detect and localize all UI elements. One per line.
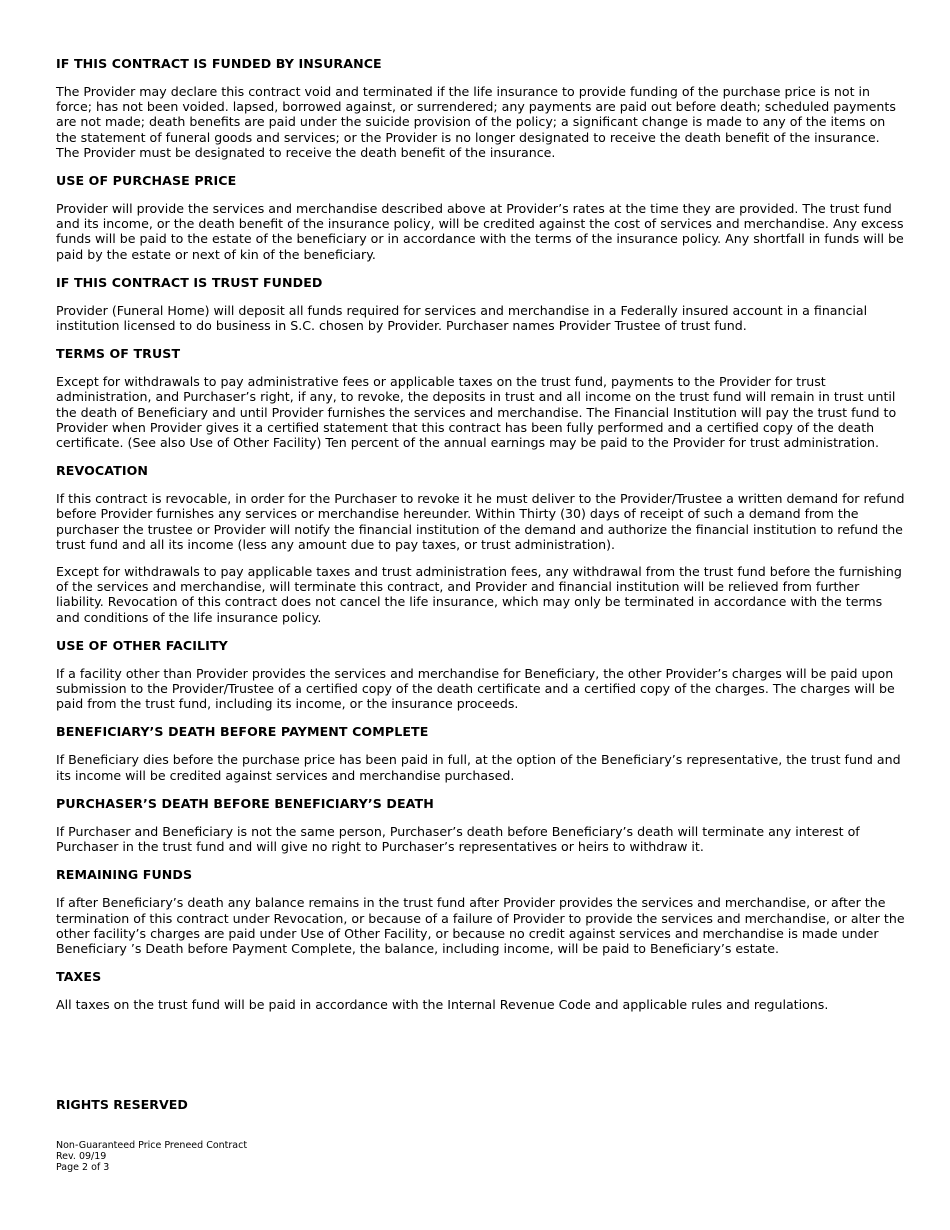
section-paragraph: All taxes on the trust fund will be paid in accordance with the Internal Revenue Code and applicable rules and regulations. — [56, 997, 829, 1013]
page-footer — [56, 1140, 247, 1173]
section-heading: USE OF PURCHASE PRICE — [56, 173, 237, 189]
section-paragraph: Except for withdrawals to pay applicable taxes and trust administration fees, any withdrawal from the trust fund before the furnishing of the services and merchandise, will terminate this contract, and Provider and financial institution will be relieved from further liability. Revocation of this contract does not cancel the life insurance, which may only be terminated in accordance with the terms and conditions of the life insurance policy. — [56, 564, 902, 625]
section-paragraph: Except for withdrawals to pay administrative fees or applicable taxes on the trust fund, payments to the Provider for trust administration, and Purchaser’s right, if any, to revoke, the deposits in trust and all income on the trust fund will remain in trust until the death of Beneficiary and until Provider furnishes the services and merchandise. The Financial Institution will pay the trust fund to Provider when Provider gives it a certified statement that this contract has been fully performed and a certified copy of the death certificate. (See also Use of Other Facility) Ten percent of the annual earnings may be paid to the Provider for trust administration. — [56, 374, 897, 451]
footer-revision: Rev. 09/19 — [56, 1151, 107, 1162]
section-heading: USE OF OTHER FACILITY — [56, 637, 228, 653]
footer-form-title: Non-Guaranteed Price Preneed Contract — [56, 1140, 248, 1151]
rights-reserved-heading: RIGHTS RESERVED — [56, 1097, 188, 1112]
section-purchaser-death — [56, 795, 906, 854]
section-paragraph: If this contract is revocable, in order for the Purchaser to revoke it he must deliver to the Provider/Trustee a written demand for refund before Provider furnishes any services or merchandise hereunder. Within Thirty (30) days of receipt of such a demand from the purchaser the trustee or Provider will notify the financial institution of the demand and authorize the financial institution to refund the trust fund and all its income (less any amount due to pay taxes, or trust administration). — [56, 491, 905, 552]
section-remaining-funds — [56, 866, 906, 956]
section-heading: TERMS OF TRUST — [56, 346, 181, 362]
section-paragraph: Provider (Funeral Home) will deposit all funds required for services and merchandise in a Federally insured account in a financial institution licensed to do business in S.C. chosen by Provider. Purchaser names Provider Trustee of trust fund. — [56, 302, 868, 334]
section-terms-of-trust — [56, 345, 906, 450]
section-use-of-purchase-price — [56, 172, 906, 262]
section-paragraph: The Provider may declare this contract void and terminated if the life insurance to provide funding of the purchase price is not in force; has not been voided. lapsed, borrowed against, or surrendered; any payments are paid out before death; scheduled payments are not made; death benefits are paid under the suicide provision of the policy; a significant change is made to any of the items on the statement of funeral goods and services; or the Provider is no longer designated to receive the death benefit of the insurance. The Provider must be designated to receive the death benefit of the insurance. — [56, 84, 896, 160]
section-paragraph: Provider will provide the services and merchandise described above at Provider’s rates at the time they are provided. The trust fund and its income, or the death benefit of the insurance policy, will be credited against the cost of services and merchandise. Any excess funds will be paid to the estate of the beneficiary or in accordance with the terms of the insurance policy. Any shortfall in funds will be paid by the estate or next of kin of the beneficiary. — [56, 201, 904, 262]
section-heading: TAXES — [56, 969, 102, 985]
section-revocation — [56, 462, 906, 625]
section-trust-funded — [56, 274, 906, 333]
section-taxes — [56, 968, 906, 1012]
section-funded-by-insurance — [56, 55, 906, 160]
section-heading: BENEFICIARY’S DEATH BEFORE PAYMENT COMPLETE — [56, 724, 429, 740]
footer-page-number: Page 2 of 3 — [56, 1162, 110, 1173]
section-heading: REMAINING FUNDS — [56, 867, 193, 883]
section-paragraph: If a facility other than Provider provides the services and merchandise for Beneficiary, the other Provider’s charges will be paid upon submission to the Provider/Trustee of a certified copy of the death certificate and a certified copy of the charges. The charges will be paid from the trust fund, including its income, or the insurance proceeds. — [56, 665, 895, 712]
section-beneficiary-death — [56, 723, 906, 782]
section-heading: PURCHASER’S DEATH BEFORE BENEFICIARY’S DEATH — [56, 795, 434, 811]
section-use-of-other-facility — [56, 637, 906, 712]
section-paragraph: If Purchaser and Beneficiary is not the same person, Purchaser’s death before Beneficiary’s death will terminate any interest of Purchaser in the trust fund and will give no right to Purchaser’s representatives or heirs to withdraw it. — [56, 823, 860, 855]
section-paragraph: If after Beneficiary’s death any balance remains in the trust fund after Provider provides the services and merchandise, or after the termination of this contract under Revocation, or because of a failure of Provider to provide the services and merchandise, or alter the other facility’s charges are paid under Use of Other Facility, or because no credit against services and merchandise is made under Beneficiary ’s Death before Payment Complete, the balance, including income, will be paid to Beneficiary’s estate. — [56, 895, 905, 956]
section-heading: IF THIS CONTRACT IS FUNDED BY INSURANCE — [56, 56, 382, 71]
section-heading: IF THIS CONTRACT IS TRUST FUNDED — [56, 274, 323, 290]
section-heading: REVOCATION — [56, 463, 149, 479]
section-paragraph: If Beneficiary dies before the purchase price has been paid in full, at the option of the Beneficiary’s representative, the trust fund and its income will be credited against services and merchandise purchased. — [56, 752, 901, 783]
contract-page-body — [56, 55, 906, 1024]
